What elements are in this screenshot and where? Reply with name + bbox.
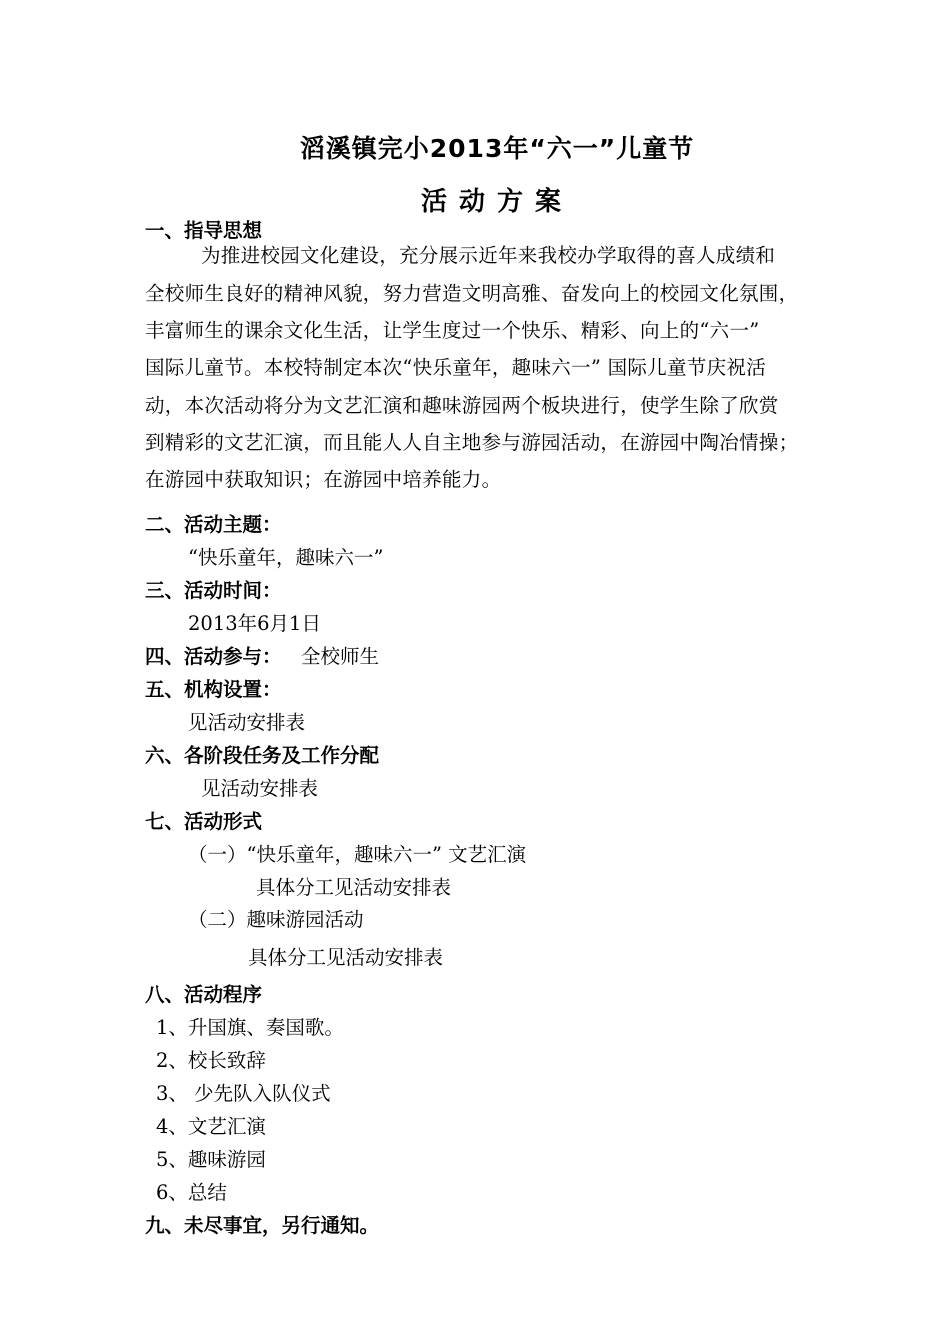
procedure-item: 2、校长致辞 [156, 1049, 266, 1072]
document-subtitle: 活动方案 [420, 187, 573, 217]
theme-text: “快乐童年，趣味六一” [188, 546, 384, 569]
section-heading-format: 七、活动形式 [145, 810, 263, 833]
procedure-item: 6、总结 [156, 1181, 227, 1204]
paragraph-line: 到精彩的文艺汇演，而且能人人自主地参与游园活动，在游园中陶冶情操； [145, 431, 799, 454]
procedure-item: 5、趣味游园 [156, 1148, 266, 1171]
paragraph-line: 动，本次活动将分为文艺汇演和趣味游园两个板块进行，使学生除了欣赏 [145, 394, 779, 417]
section-heading-misc: 九、未尽事宜，另行通知。 [145, 1214, 380, 1237]
format-item-garden-party: （二）趣味游园活动 [188, 908, 364, 931]
procedure-item: 1、升国旗、奏国歌。 [156, 1016, 344, 1039]
event-date: 2013年6月1日 [188, 612, 321, 635]
paragraph-line: 为推进校园文化建设，充分展示近年来我校办学取得的喜人成绩和 [201, 244, 776, 267]
paragraph-line: 国际儿童节。本校特制定本次“快乐童年，趣味六一” 国际儿童节庆祝活 [145, 356, 767, 379]
tasks-text: 见活动安排表 [201, 777, 319, 800]
format-item-detail: 具体分工见活动安排表 [256, 876, 452, 899]
organization-text: 见活动安排表 [188, 711, 306, 734]
format-item-performance: （一）“快乐童年，趣味六一” 文艺汇演 [188, 843, 527, 866]
format-item-detail: 具体分工见活动安排表 [248, 946, 444, 969]
document-title: 滔溪镇完小2013年“六一”儿童节 [299, 134, 695, 163]
paragraph-line: 全校师生良好的精神风貌，努力营造文明高雅、奋发向上的校园文化氛围， [145, 282, 799, 305]
paragraph-line: 在游园中获取知识；在游园中培养能力。 [145, 468, 502, 491]
participants-text: 全校师生 [301, 645, 380, 668]
procedure-item: 4、文艺汇演 [156, 1115, 266, 1138]
section-heading-tasks: 六、各阶段任务及工作分配 [145, 744, 380, 767]
section-heading-organization: 五、机构设置： [145, 678, 282, 701]
section-heading-procedure: 八、活动程序 [145, 983, 263, 1006]
paragraph-line: 丰富师生的课余文化生活，让学生度过一个快乐、精彩、向上的“六一” [145, 319, 760, 342]
procedure-item: 3、 少先队入队仪式 [156, 1082, 331, 1105]
section-heading-theme: 二、活动主题： [145, 513, 282, 536]
section-heading-time: 三、活动时间： [145, 579, 282, 602]
section-heading-participants: 四、活动参与： [145, 645, 282, 668]
section-heading-guiding-ideology: 一、指导思想 [145, 219, 263, 242]
